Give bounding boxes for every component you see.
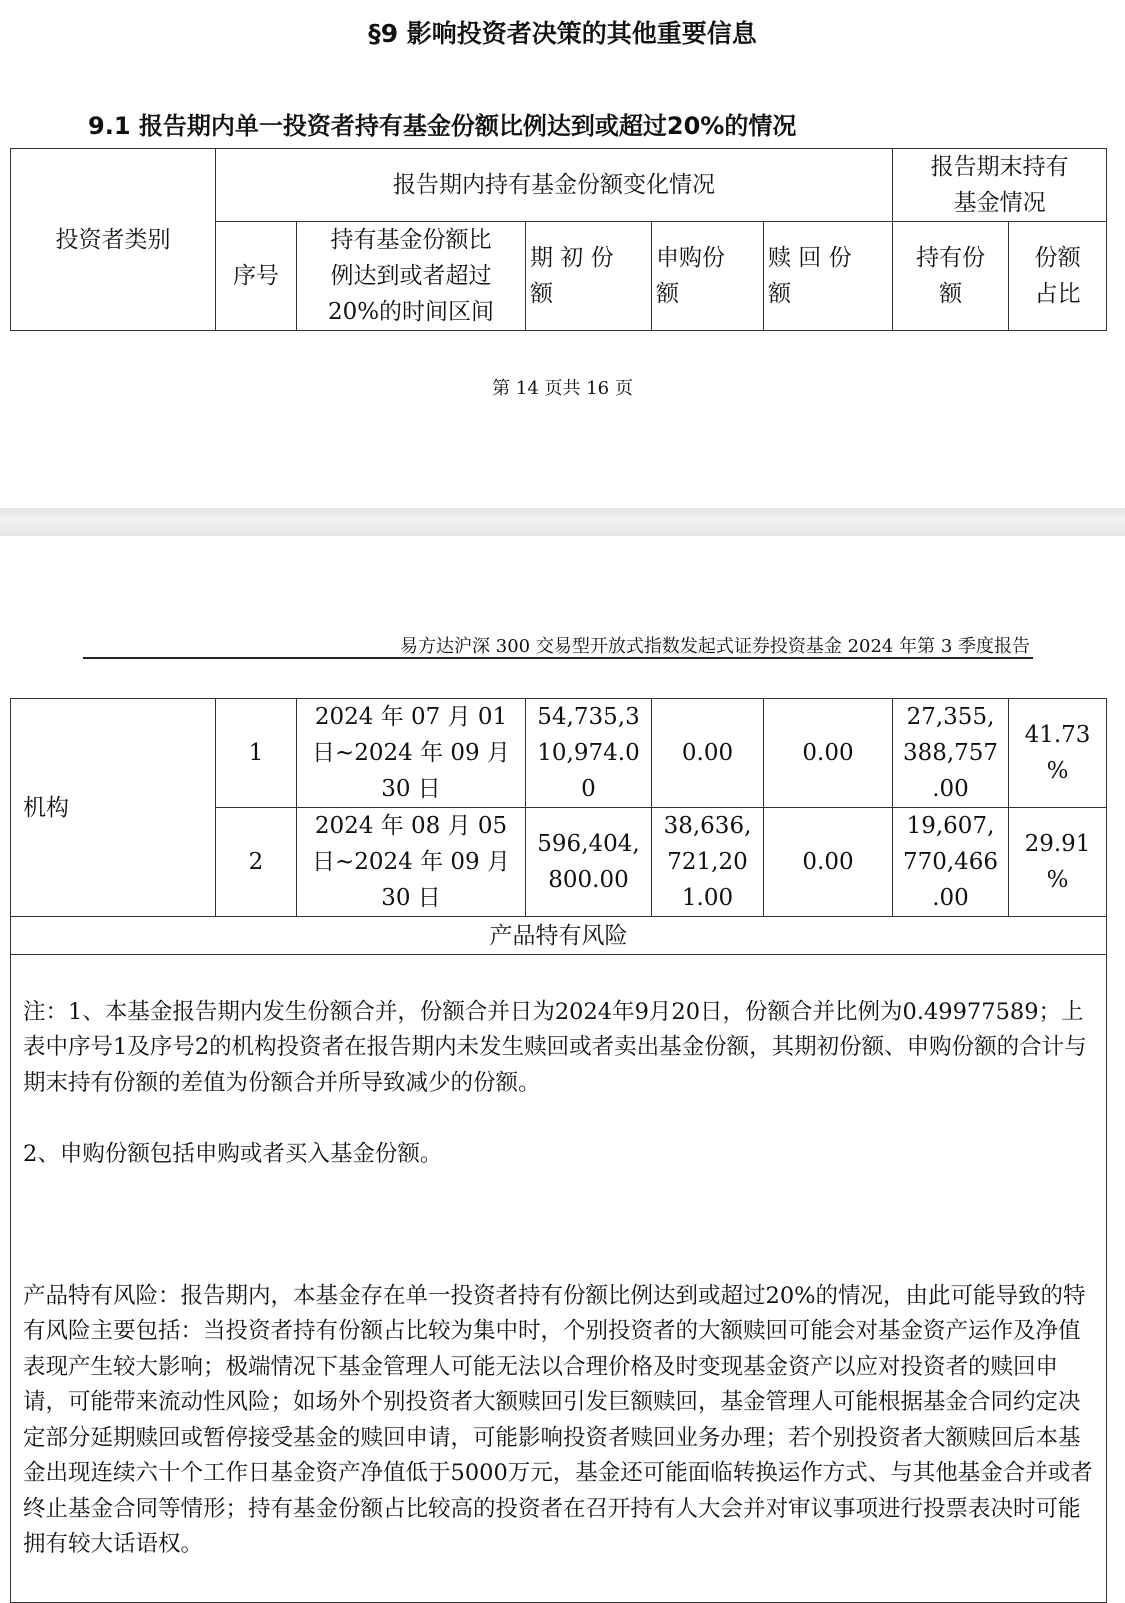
header-investor-type: 投资者类别 bbox=[11, 149, 216, 331]
note-2: 2、申购份额包括申购或者买入基金份额。 bbox=[23, 1140, 443, 1167]
header-initial: 期 初 份 额 bbox=[526, 222, 652, 331]
risk-paragraph: 产品特有风险：报告期内，本基金存在单一投资者持有份额比例达到或超过20%的情况，由此可能导致的特有风险主要包括：当投资者持有份额占比较为集中时，个别投资者的大额赎回可能会对基金资产运作及净值表现产生较大影响；极端情况下基金管理人可能无法以合理价格及时变现基金资产以应对投资者的赎回申请，可能带来流动性风险；如场外个别投资者大额赎回引发巨额赎回，基金管理人可能根据基金合同约定决定部分延期赎回或暂停接受基金的赎回申请，可能影响投资者赎回业务办理；若个别投资者大额赎回后本基金出现连续六十个工作日基金资产净值低于5000万元，基金还可能面临转换运作方式、与其他基金合并或者终止基金合同等情形；持有基金份额占比较高的投资者在召开持有人大会并对审议事项进行投票表决时可能拥有较大话语权。 bbox=[23, 1282, 1093, 1557]
holder-table-body bbox=[10, 698, 1107, 1603]
cell-holding: 19,607, 770,466 .00 bbox=[893, 808, 1009, 917]
section-title: §9 影响投资者决策的其他重要信息 bbox=[368, 19, 757, 48]
page-number: 第 14 页共 16 页 bbox=[492, 378, 633, 399]
cell-holding: 27,355, 388,757 .00 bbox=[893, 699, 1009, 808]
header-purchase: 申购份 额 bbox=[652, 222, 764, 331]
header-change-group: 报告期内持有基金份额变化情况 bbox=[216, 149, 893, 222]
cell-initial: 54,735,3 10,974.0 0 bbox=[526, 699, 652, 808]
cell-ratio: 29.91 % bbox=[1009, 808, 1107, 917]
investor-category: 机构 bbox=[11, 699, 216, 917]
header-holding: 持有份 额 bbox=[893, 222, 1009, 331]
risk-title: 产品特有风险 bbox=[11, 917, 1107, 955]
note-1: 注：1、本基金报告期内发生份额合并，份额合并日为2024年9月20日，份额合并比例为0.49977589；上表中序号1及序号2的机构投资者在报告期内未发生赎回或者卖出基金份额，其期初份额、申购份额的合计与期末持有份额的差值为份额合并所导致减少的份额。 bbox=[23, 998, 1087, 1096]
cell-seq: 1 bbox=[216, 699, 297, 808]
cell-seq: 2 bbox=[216, 808, 297, 917]
header-seq: 序号 bbox=[216, 222, 297, 331]
cell-redeem: 0.00 bbox=[764, 699, 893, 808]
cell-redeem: 0.00 bbox=[764, 808, 893, 917]
notes-cell bbox=[11, 955, 1107, 1603]
header-end-group: 报告期末持有 基金情况 bbox=[893, 149, 1107, 222]
cell-initial: 596,404, 800.00 bbox=[526, 808, 652, 917]
header-redeem: 赎 回 份 额 bbox=[764, 222, 893, 331]
table-row bbox=[11, 699, 1107, 808]
cell-purchase: 0.00 bbox=[652, 699, 764, 808]
cell-ratio: 41.73 % bbox=[1009, 699, 1107, 808]
cell-purchase: 38,636, 721,20 1.00 bbox=[652, 808, 764, 917]
header-ratio: 份额 占比 bbox=[1009, 222, 1107, 331]
cell-period: 2024 年 07 月 01 日~2024 年 09 月 30 日 bbox=[297, 699, 526, 808]
page-gap bbox=[0, 508, 1125, 536]
header-rule bbox=[83, 657, 1033, 659]
holder-table-header bbox=[10, 148, 1107, 331]
header-period: 持有基金份额比 例达到或者超过 20%的时间区间 bbox=[297, 222, 526, 331]
running-header: 易方达沪深 300 交易型开放式指数发起式证券投资基金 2024 年第 3 季度报告 bbox=[400, 636, 1030, 657]
cell-period: 2024 年 08 月 05 日~2024 年 09 月 30 日 bbox=[297, 808, 526, 917]
spacer bbox=[23, 1208, 1094, 1244]
subsection-title: 9.1 报告期内单一投资者持有基金份额比例达到或超过20%的情况 bbox=[88, 112, 797, 140]
